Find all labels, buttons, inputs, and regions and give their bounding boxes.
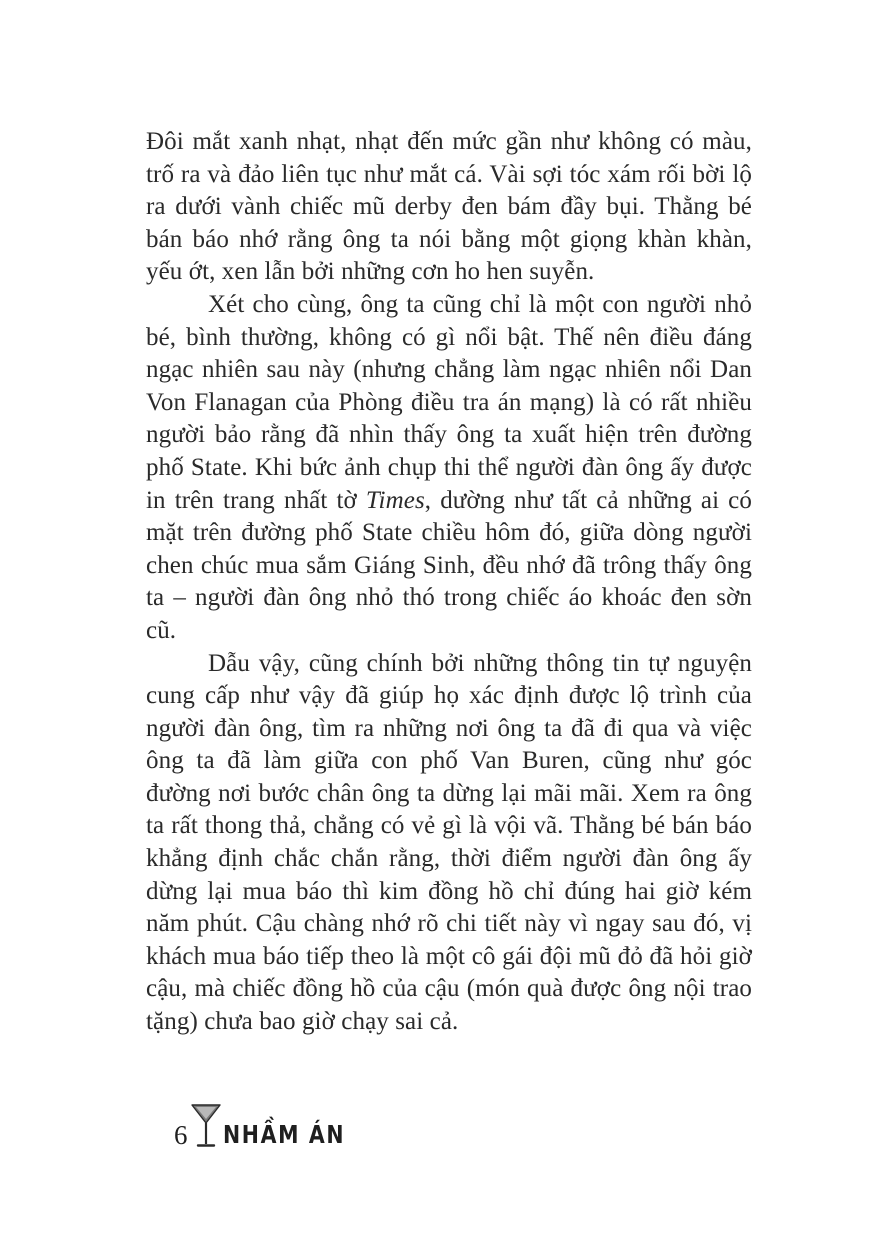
- paragraph-2-text-after: , dường như tất cả những ai có mặt trên đường phố State chiều hôm đó, giữa dòng người chen chúc mua sắm Giáng Sinh, đều nhớ đã trông thấy ông ta – người đàn ông nhỏ thó trong chiếc áo khoác đen sờn cũ.: [146, 486, 752, 644]
- paragraph-2-text-before: Xét cho cùng, ông ta cũng chỉ là một con người nhỏ bé, bình thường, không có gì nổi bật. Thế nên điều đáng ngạc nhiên sau này (nhưng chẳng làm ngạc nhiên nổi Dan Von Flanagan của Phòng điều tra án mạng) là có rất nhiều người bảo rằng đã nhìn thấy ông ta xuất hiện trên đường phố State. Khi bức ảnh chụp thi thể người đàn ông ấy được in trên trang nhất tờ: [146, 290, 752, 514]
- page-footer: [174, 1100, 372, 1150]
- paragraph-2: [146, 289, 752, 648]
- page-number: 6: [174, 1120, 188, 1150]
- book-title: NHẦM ÁN: [222, 1120, 345, 1149]
- page-body: [146, 126, 752, 1039]
- cocktail-glass-icon: [190, 1102, 222, 1148]
- newspaper-title-times: Times: [365, 486, 425, 514]
- paragraph-3: Dẫu vậy, cũng chính bởi những thông tin tự nguyện cung cấp như vậy đã giúp họ xác định được lộ trình của người đàn ông, tìm ra những nơi ông ta đã đi qua và việc ông ta đã làm giữa con phố Van Buren, cũng như góc đường nơi bước chân ông ta dừng lại mãi mãi. Xem ra ông ta rất thong thả, chẳng có vẻ gì là vội vã. Thằng bé bán báo khẳng định chắc chắn rằng, thời điểm người đàn ông ấy dừng lại mua báo thì kim đồng hồ chỉ đúng hai giờ kém năm phút. Cậu chàng nhớ rõ chi tiết này vì ngay sau đó, vị khách mua báo tiếp theo là một cô gái đội mũ đỏ đã hỏi giờ cậu, mà chiếc đồng hồ của cậu (món quà được ông nội trao tặng) chưa bao giờ chạy sai cả.: [146, 649, 752, 1036]
- paragraph-1: Đôi mắt xanh nhạt, nhạt đến mức gần như không có màu, trố ra và đảo liên tục như mắt cá. Vài sợi tóc xám rối bời lộ ra dưới vành chiếc mũ derby đen bám đầy bụi. Thằng bé bán báo nhớ rằng ông ta nói bằng một giọng khàn khàn, yếu ớt, xen lẫn bởi những cơn ho hen suyễn.: [146, 128, 752, 286]
